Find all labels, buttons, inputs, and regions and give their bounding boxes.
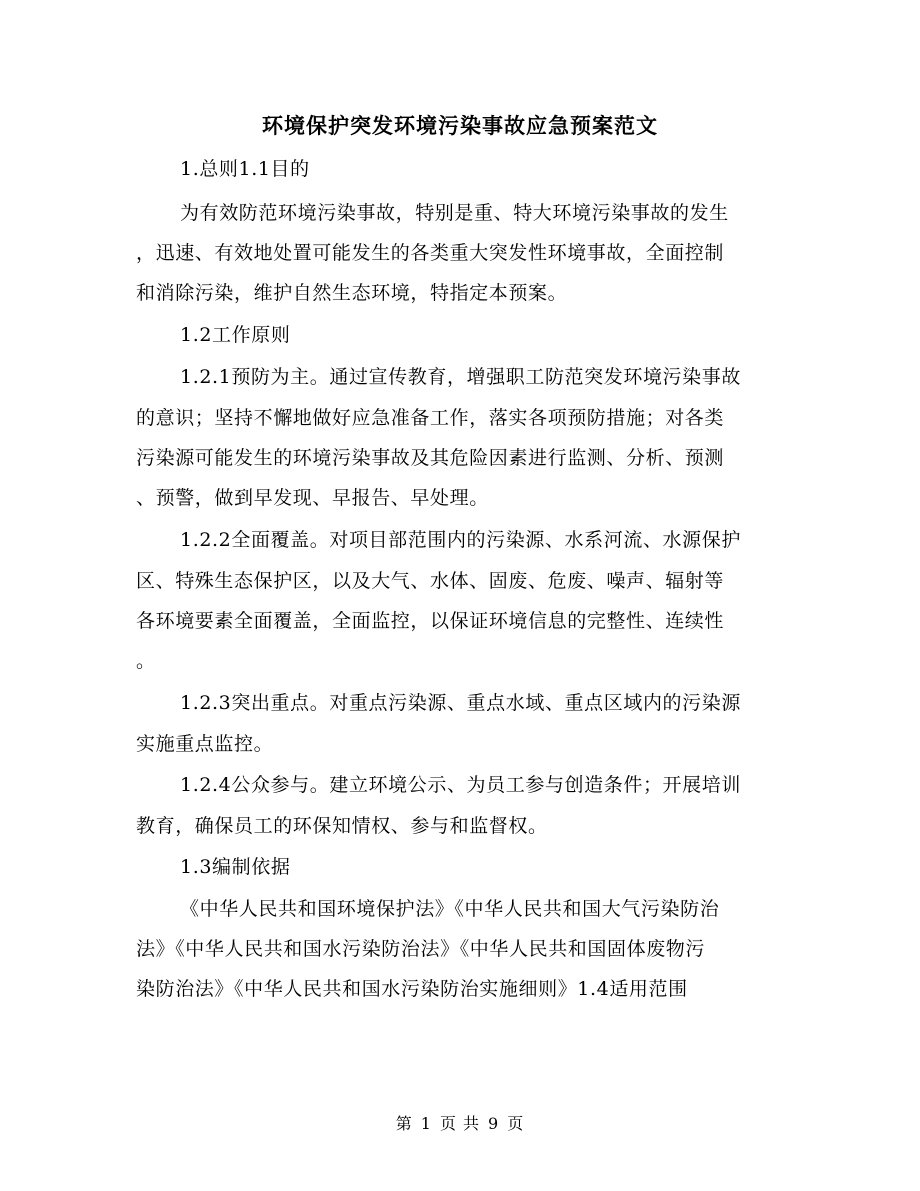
heading-compilation-basis: 1.3编制依据 <box>180 856 291 878</box>
paragraph-line: 染防治法》《中华人民共和国水污染防治实施细则》1.4适用范围 <box>136 978 688 1000</box>
total-page-count: 9 <box>488 1114 500 1133</box>
page-footer <box>0 1112 920 1136</box>
paragraph-line: 1.2.2全面覆盖。对项目部范围内的污染源、水系河流、水源保护 <box>180 529 741 551</box>
paragraph-line: 1.2.4公众参与。建立环境公示、为员工参与创造条件；开展培训 <box>180 774 741 796</box>
footer-suffix: 页 <box>507 1114 525 1133</box>
heading-general-purpose: 1.总则1.1目的 <box>180 158 310 180</box>
footer-middle: 页 共 <box>439 1114 481 1133</box>
paragraph-line: 和消除污染，维护自然生态环境，特指定本预案。 <box>136 282 568 304</box>
paragraph-line: 为有效防范环境污染事故，特别是重、特大环境污染事故的发生 <box>180 202 729 224</box>
paragraph-line: 1.2.1预防为主。通过宣传教育，增强职工防范突发环境污染事故 <box>180 366 741 388</box>
paragraph-line: 1.2.3突出重点。对重点污染源、重点水域、重点区域内的污染源 <box>180 692 741 714</box>
paragraph-line: ，迅速、有效地处置可能发生的各类重大突发性环境事故，全面控制 <box>136 242 725 264</box>
paragraph-line: 的意识；坚持不懈地做好应急准备工作，落实各项预防措施；对各类 <box>136 407 725 429</box>
heading-work-principles: 1.2工作原则 <box>180 324 291 346</box>
paragraph-line: 污染源可能发生的环境污染事故及其危险因素进行监测、分析、预测 <box>136 447 725 469</box>
document-title: 环境保护突发环境污染事故应急预案范文 <box>262 113 658 138</box>
paragraph-line: 区、特殊生态保护区，以及大气、水体、固废、危废、噪声、辐射等 <box>136 570 725 592</box>
paragraph-line: 实施重点监控。 <box>136 733 274 755</box>
paragraph-line: 法》《中华人民共和国水污染防治法》《中华人民共和国固体废物污 <box>136 938 706 960</box>
paragraph-line: 《中华人民共和国环境保护法》《中华人民共和国大气污染防治 <box>180 898 720 920</box>
paragraph-line: 教育，确保员工的环保知情权、参与和监督权。 <box>136 815 548 837</box>
paragraph-line: 各环境要素全面覆盖，全面监控，以保证环境信息的完整性、连续性 <box>136 610 725 632</box>
footer-prefix: 第 <box>395 1114 413 1133</box>
current-page-number: 1 <box>420 1114 432 1133</box>
paragraph-line: 。 <box>136 650 156 672</box>
paragraph-line: 、预警，做到早发现、早报告、早处理。 <box>136 487 489 509</box>
